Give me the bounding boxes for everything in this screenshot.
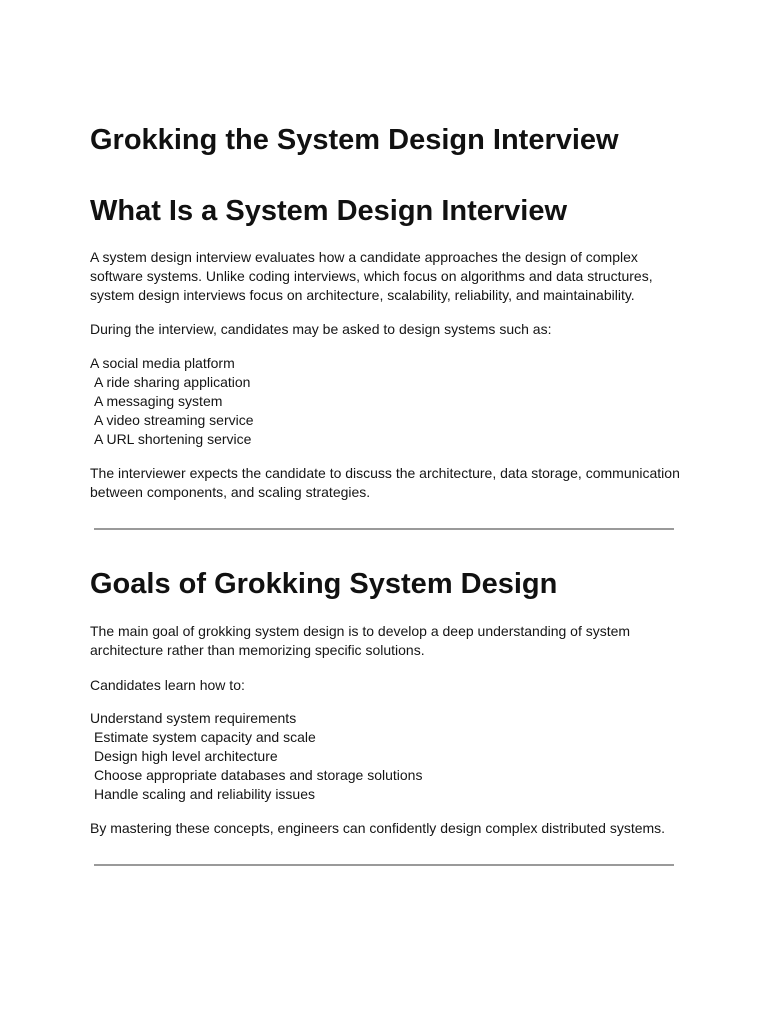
list-item: Estimate system capacity and scale [94, 729, 316, 745]
section-intro-interview: A system design interview evaluates how a candidate approaches the design of complex software systems. Unlike coding interviews, which focus on algorithms and data structures, system design interviews focus on architecture, scalability, reliability, and maintainability. [90, 249, 653, 303]
list-item: Design high level architecture [94, 748, 278, 764]
list-item: A video streaming service [94, 412, 254, 428]
list-item: A social media platform [90, 355, 235, 371]
section-heading-goals: Goals of Grokking System Design [90, 568, 558, 600]
section-closing-goals: By mastering these concepts, engineers can confidently design complex distributed systems. [90, 820, 666, 836]
list-item: Choose appropriate databases and storage solutions [94, 767, 423, 783]
section-closing-interview: The interviewer expects the candidate to discuss the architecture, data storage, communication between components, and scaling strategies. [90, 465, 680, 500]
page-title: Grokking the System Design Interview [90, 124, 619, 156]
section-lead-goals: Candidates learn how to: [90, 677, 245, 693]
list-item: A URL shortening service [94, 431, 252, 447]
section-divider [94, 864, 674, 866]
section-heading-interview: What Is a System Design Interview [90, 195, 568, 227]
skills-list [90, 709, 422, 804]
section-lead-interview: During the interview, candidates may be asked to design systems such as: [90, 321, 552, 337]
list-item: Handle scaling and reliability issues [94, 786, 316, 802]
section-intro-goals: The main goal of grokking system design is to develop a deep understanding of system architecture rather than memorizing specific solutions. [90, 623, 631, 658]
section-divider [94, 528, 674, 530]
list-item: Understand system requirements [90, 710, 297, 726]
list-item: A messaging system [94, 393, 223, 409]
examples-list [90, 354, 254, 449]
list-item: A ride sharing application [94, 374, 251, 390]
